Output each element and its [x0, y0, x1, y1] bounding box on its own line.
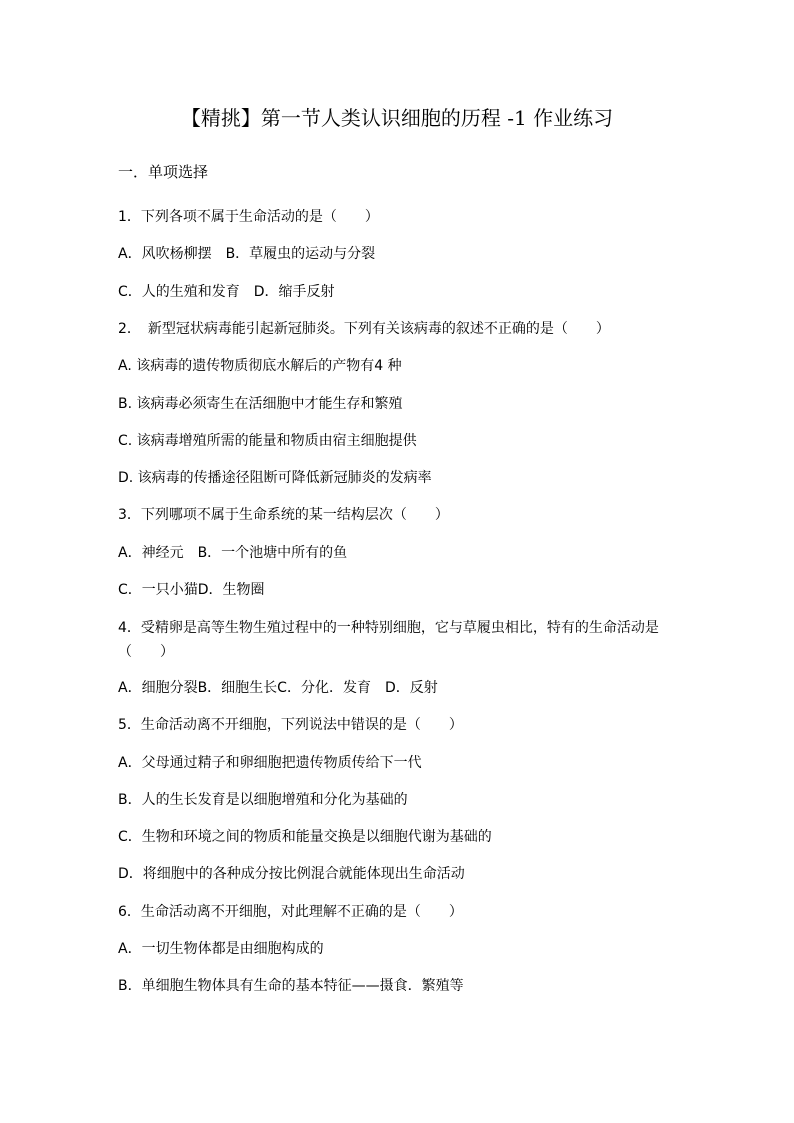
question-5-option-d: D．将细胞中的各种成分按比例混合就能体现出生命活动 — [118, 866, 465, 882]
question-4-options: A．细胞分裂B．细胞生长C．分化．发育 D．反射 — [118, 680, 438, 696]
document-title: 【精挑】第一节人类认识细胞的历程 -1 作业练习 — [180, 106, 614, 130]
question-2-option-b: B. 该病毒必须寄生在活细胞中才能生存和繁殖 — [118, 396, 403, 412]
section-heading: 一．单项选择 — [118, 163, 209, 181]
question-2-option-d: D. 该病毒的传播途径阻断可降低新冠肺炎的发病率 — [118, 470, 432, 486]
question-6-option-a: A．一切生物体都是由细胞构成的 — [118, 941, 324, 957]
question-1-options-ab: A．风吹杨柳摆 B．草履虫的运动与分裂 — [118, 246, 376, 262]
question-6-option-b: B．单细胞生物体具有生命的基本特征——摄食．繁殖等 — [118, 978, 464, 994]
question-5: 5．生命活动离不开细胞，下列说法中错误的是（ ） — [118, 717, 463, 733]
question-3-options-ab: A．神经元 B．一个池塘中所有的鱼 — [118, 545, 348, 561]
question-4: 4．受精卵是高等生物生殖过程中的一种特别细胞，它与草履虫相比，特有的生命活动是（ ） — [118, 620, 659, 660]
question-2-option-a: A. 该病毒的遗传物质彻底水解后的产物有4 种 — [118, 358, 402, 374]
question-5-option-a: A．父母通过精子和卵细胞把遗传物质传给下一代 — [118, 755, 422, 771]
question-5-option-b: B．人的生长发育是以细胞增殖和分化为基础的 — [118, 792, 408, 808]
question-6: 6．生命活动离不开细胞，对此理解不正确的是（ ） — [118, 904, 463, 920]
question-3: 3．下列哪项不属于生命系统的某一结构层次（ ） — [118, 507, 449, 523]
question-2-option-c: C. 该病毒增殖所需的能量和物质由宿主细胞提供 — [118, 433, 417, 449]
question-1: 1．下列各项不属于生命活动的是（ ） — [118, 209, 379, 225]
question-3-options-cd: C．一只小猫D．生物圈 — [118, 582, 265, 598]
question-1-options-cd: C．人的生殖和发育 D．缩手反射 — [118, 284, 335, 300]
question-2: 2． 新型冠状病毒能引起新冠肺炎。下列有关该病毒的叙述不正确的是（ ） — [118, 321, 610, 337]
question-5-option-c: C．生物和环境之间的物质和能量交换是以细胞代谢为基础的 — [118, 829, 492, 845]
